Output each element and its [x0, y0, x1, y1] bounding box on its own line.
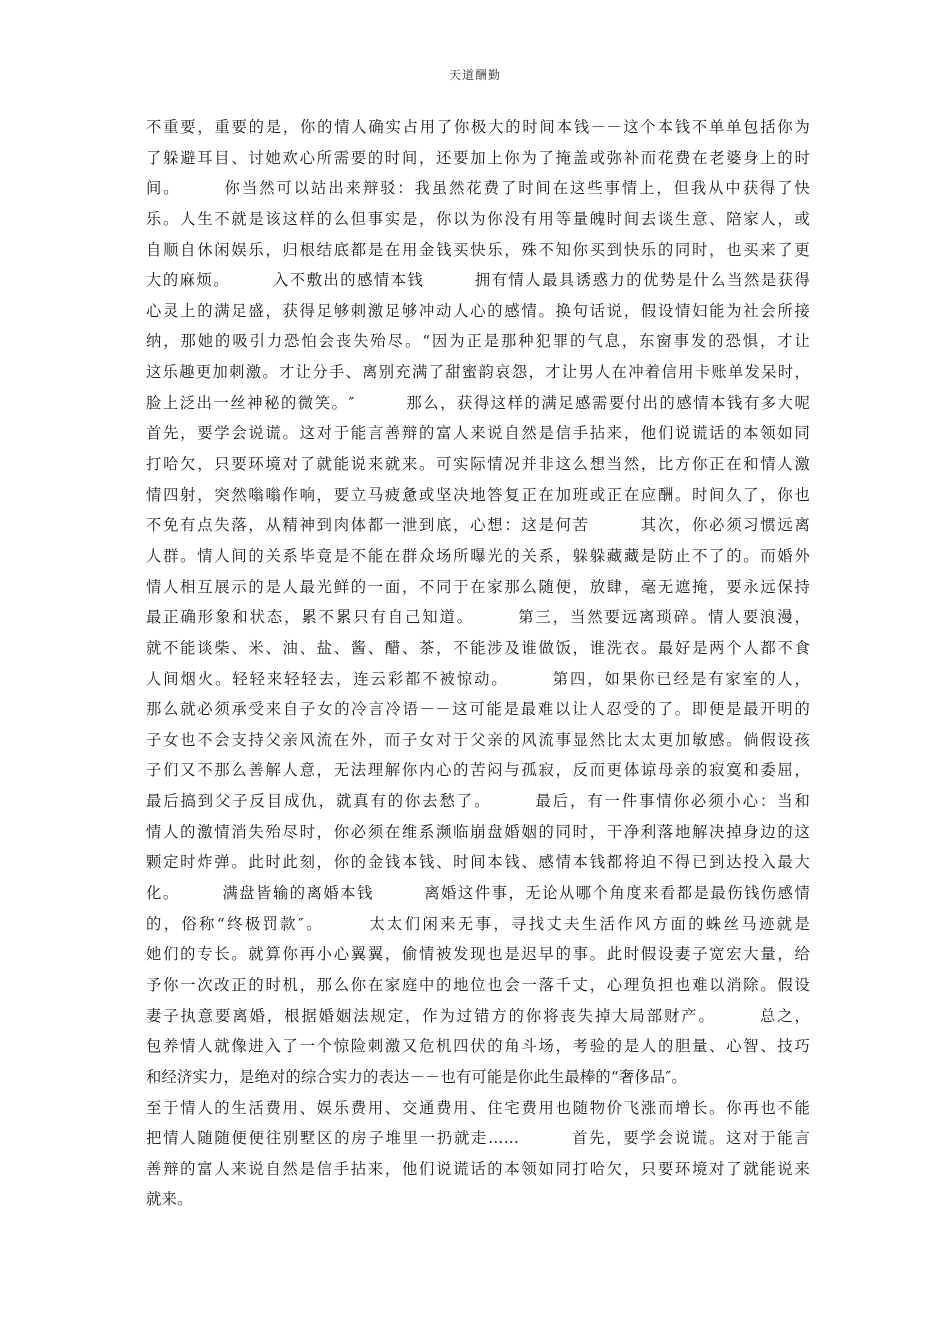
text-line: 把情人随随便便往别墅区的房子堆里一扔就走…… 首先，要学会说谎。这对于能言: [146, 1129, 810, 1148]
text-line: 打哈欠，只要环境对了就能说来就来。可实际情况并非这么想当然，比方你正在和情人激: [146, 455, 810, 474]
text-line: 最正确形象和状态，累不累只有自己知道。 第三，当然要远离琐碎。情人要浪漫，: [146, 608, 810, 627]
text-line: 情四射，突然嗡嗡作响，要立马疲惫或坚决地答复正在加班或正在应酬。时间久了，你也: [146, 485, 810, 504]
text-line: 的，俗称“终极罚款″。 太太们闲来无事，寻找丈夫生活作风方面的蛛丝马迹就是: [146, 914, 810, 933]
text-line: 间。 你当然可以站出来辩驳：我虽然花费了时间在这些事情上，但我从中获得了快: [146, 179, 810, 198]
text-line: 不免有点失落，从精神到肉体都一泄到底，心想：这是何苦 其次，你必须习惯远离: [146, 516, 810, 535]
body-text: [146, 112, 810, 1215]
text-line: 脸上泛出一丝神秘的微笑。″ 那么，获得这样的满足感需要付出的感情本钱有多大呢: [146, 393, 810, 412]
text-line: 和经济实力，是绝对的综合实力的表达－－也有可能是你此生最棒的“奢侈品″。: [146, 1067, 687, 1086]
text-line: 善辩的富人来说自然是信手拈来，他们说谎话的本领如同打哈欠，只要环境对了就能说来: [146, 1159, 810, 1178]
text-line: 乐。人生不就是该这样的么但事实是，你以为你没有用等量魄时间去谈生意、陪家人，或: [146, 209, 810, 228]
text-line: 子女也不会支持父亲风流在外，而子女对于父亲的风流事显然比太太更加敏感。倘假设孩: [146, 730, 810, 749]
text-line: 予你一次改正的时机，那么你在家庭中的地位也会一落千丈，心理负担也难以消除。假设: [146, 975, 810, 994]
text-line: 不重要，重要的是，你的情人确实占用了你极大的时间本钱－－这个本钱不单单包括你为: [146, 118, 810, 136]
text-line: 就不能谈柴、米、油、盐、酱、醋、茶，不能涉及谁做饭，谁洗衣。最好是两个人都不食: [146, 638, 810, 657]
text-line: 就来。: [146, 1190, 193, 1209]
text-line: 颗定时炸弹。此时此刻，你的金钱本钱、时间本钱、感情本钱都将迫不得已到达投入最大: [146, 853, 810, 872]
text-line: 纳，那她的吸引力恐怕会丧失殆尽。“因为正是那种犯罪的气息，东窗事发的恐惧，才让: [146, 332, 810, 351]
text-line: 首先，要学会说谎。这对于能言善辩的富人来说自然是信手拈来，他们说谎话的本领如同: [146, 424, 810, 443]
text-line: 心灵上的满足盛，获得足够刺激足够冲动人心的感情。换句话说，假设情妇能为社会所接: [146, 301, 810, 320]
text-line: 自顺自休闲娱乐，归根结底都是在用金钱买快乐，殊不知你买到快乐的同时，也买来了更: [146, 240, 810, 259]
text-line: 包养情人就像进入了一个惊险刺激又危机四伏的角斗场，考验的是人的胆量、心智、技巧: [146, 1037, 810, 1056]
text-line: 最后搞到父子反目成仇，就真有的你去愁了。 最后，有一件事情你必须小心：当和: [146, 792, 810, 811]
page-header: 天道酬勤: [448, 68, 501, 82]
text-line: 子们又不那么善解人意，无法理解你内心的苦闷与孤寂，反而更体谅母亲的寂寞和委屈，: [146, 761, 810, 780]
text-line: 情人相互展示的是人最光鲜的一面，不同于在家那么随便，放肆，毫无遮掩，要永远保持: [146, 577, 810, 596]
text-line: 那么就必须承受来自子女的冷言冷语－－这可能是最难以让人忍受的了。即便是最开明的: [146, 700, 810, 719]
text-line: 了躲避耳目、讨她欢心所需要的时间，还要加上你为了掩盖或弥补而花费在老婆身上的时: [146, 148, 810, 167]
text-line: 大的麻烦。 入不敷出的感情本钱 拥有情人最具诱惑力的优势是什么当然是获得: [146, 271, 810, 290]
text-line: 情人的激情消失殆尽时，你必须在维系濒临崩盘婚姻的同时，干净利落地解决掉身边的这: [146, 822, 810, 841]
text-line: 化。 满盘皆输的离婚本钱 离婚这件事，无论从哪个角度来看都是最伤钱伤感情: [146, 884, 810, 903]
text-line: 人群。情人间的关系毕竟是不能在群众场所曝光的关系，躲躲藏藏是防止不了的。而婚外: [146, 546, 810, 565]
text-line: 妻子执意要离婚，根据婚姻法规定，作为过错方的你将丧失掉大局部财产。 总之，: [146, 1006, 810, 1025]
text-line: 至于情人的生活费用、娱乐费用、交通费用、住宅费用也随物价飞涨而增长。你再也不能: [146, 1098, 810, 1117]
text-line: 人间烟火。轻轻来轻轻去，连云彩都不被惊动。 第四，如果你已经是有家室的人，: [146, 669, 810, 688]
text-line: 这乐趣更加刺激。才让分手、离别充满了甜蜜韵哀怨，才让男人在冲着信用卡账单发呆时，: [146, 363, 810, 382]
text-line: 她们的专长。就算你再小心翼翼，偷情被发现也是迟早的事。此时假设妻子宽宏大量，给: [146, 945, 810, 964]
